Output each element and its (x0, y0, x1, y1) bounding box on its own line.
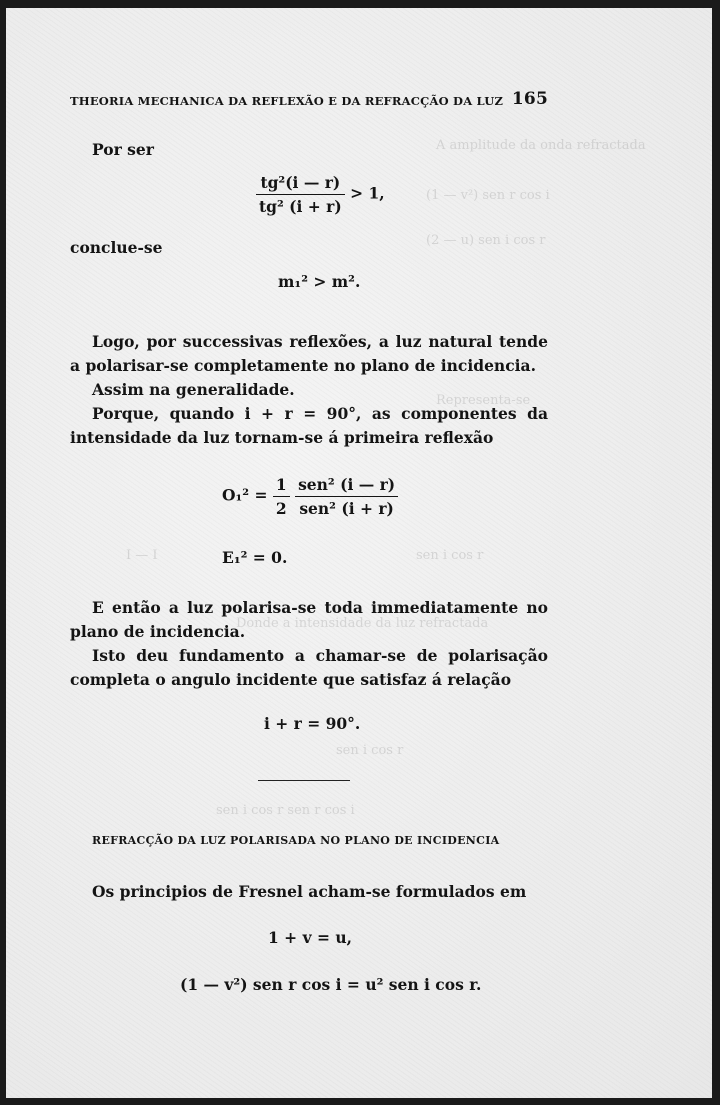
header-title: THEORIA MECHANICA DA REFLEXÃO E DA REFRACÇÃO DA LUZ (70, 94, 504, 108)
paragraph-principios: Os principios de Fresnel acham-se formulados em (92, 882, 527, 901)
bleed-through-texture: A amplitude da onda refractada (436, 138, 646, 153)
fraction-numerator: 1 (273, 475, 290, 497)
equation-rhs: > 1, (350, 183, 385, 203)
bleed-through-texture: sen i cos r (336, 743, 404, 758)
equation-angle-sum: i + r = 90°. (264, 714, 361, 733)
equation-tangent-ratio (256, 173, 385, 216)
fraction-denominator: tg² (i + r) (259, 197, 342, 216)
equation-intensity-o (222, 475, 398, 518)
fraction (295, 475, 398, 518)
equation-fresnel-2: (1 — v²) sen r cos i = u² sen i cos r. (180, 975, 482, 994)
equation-lhs: O₁² = (222, 485, 268, 505)
book-page (6, 8, 712, 1098)
fraction-numerator: sen² (i — r) (295, 475, 398, 497)
running-header (70, 89, 548, 109)
paragraph-entao: E então a luz polarisa-se toda immediatamente no plano de incidencia. (70, 598, 548, 641)
text-por-ser: Por ser (92, 140, 154, 159)
section-divider (258, 780, 350, 781)
paragraph-porque: Porque, quando i + r = 90°, as componentes da intensidade da luz tornam-se á primeira reflexão (70, 404, 548, 447)
paragraph-logo: Logo, por successivas reflexões, a luz natural tende a polarisar-se completamente no plano de incidencia. (70, 332, 548, 375)
bleed-through-texture: (2 — u) sen i cos r (426, 233, 546, 248)
fraction-numerator: tg²(i — r) (256, 173, 345, 195)
fraction-denominator: sen² (i + r) (299, 499, 394, 518)
paragraph-isto: Isto deu fundamento a chamar-se de polarisação completa o angulo incidente que satisfaz á relação (70, 646, 548, 689)
bleed-through-texture: sen i cos r sen r cos i (216, 803, 355, 818)
bleed-through-texture: (1 — v²) sen r cos i (426, 188, 550, 203)
paragraph-assim: Assim na generalidade. (92, 380, 295, 399)
equation-m-inequality: m₁² > m². (278, 272, 361, 291)
fraction (256, 173, 345, 216)
equation-fresnel-1: 1 + v = u, (268, 928, 353, 947)
bleed-through-texture: Representa-se (436, 393, 531, 408)
fraction-coefficient (273, 475, 290, 518)
bleed-through-texture: sen i cos r (416, 548, 484, 563)
fraction-denominator: 2 (275, 499, 287, 518)
text-conclue-se: conclue-se (70, 238, 163, 257)
bleed-through-texture: I — I (126, 548, 158, 563)
section-title: REFRACÇÃO DA LUZ POLARISADA NO PLANO DE INCIDENCIA (92, 834, 500, 847)
bleed-through-texture: Donde a intensidade da luz refractada (236, 616, 489, 631)
equation-intensity-e: E₁² = 0. (222, 548, 288, 567)
page-number: 165 (511, 89, 548, 109)
